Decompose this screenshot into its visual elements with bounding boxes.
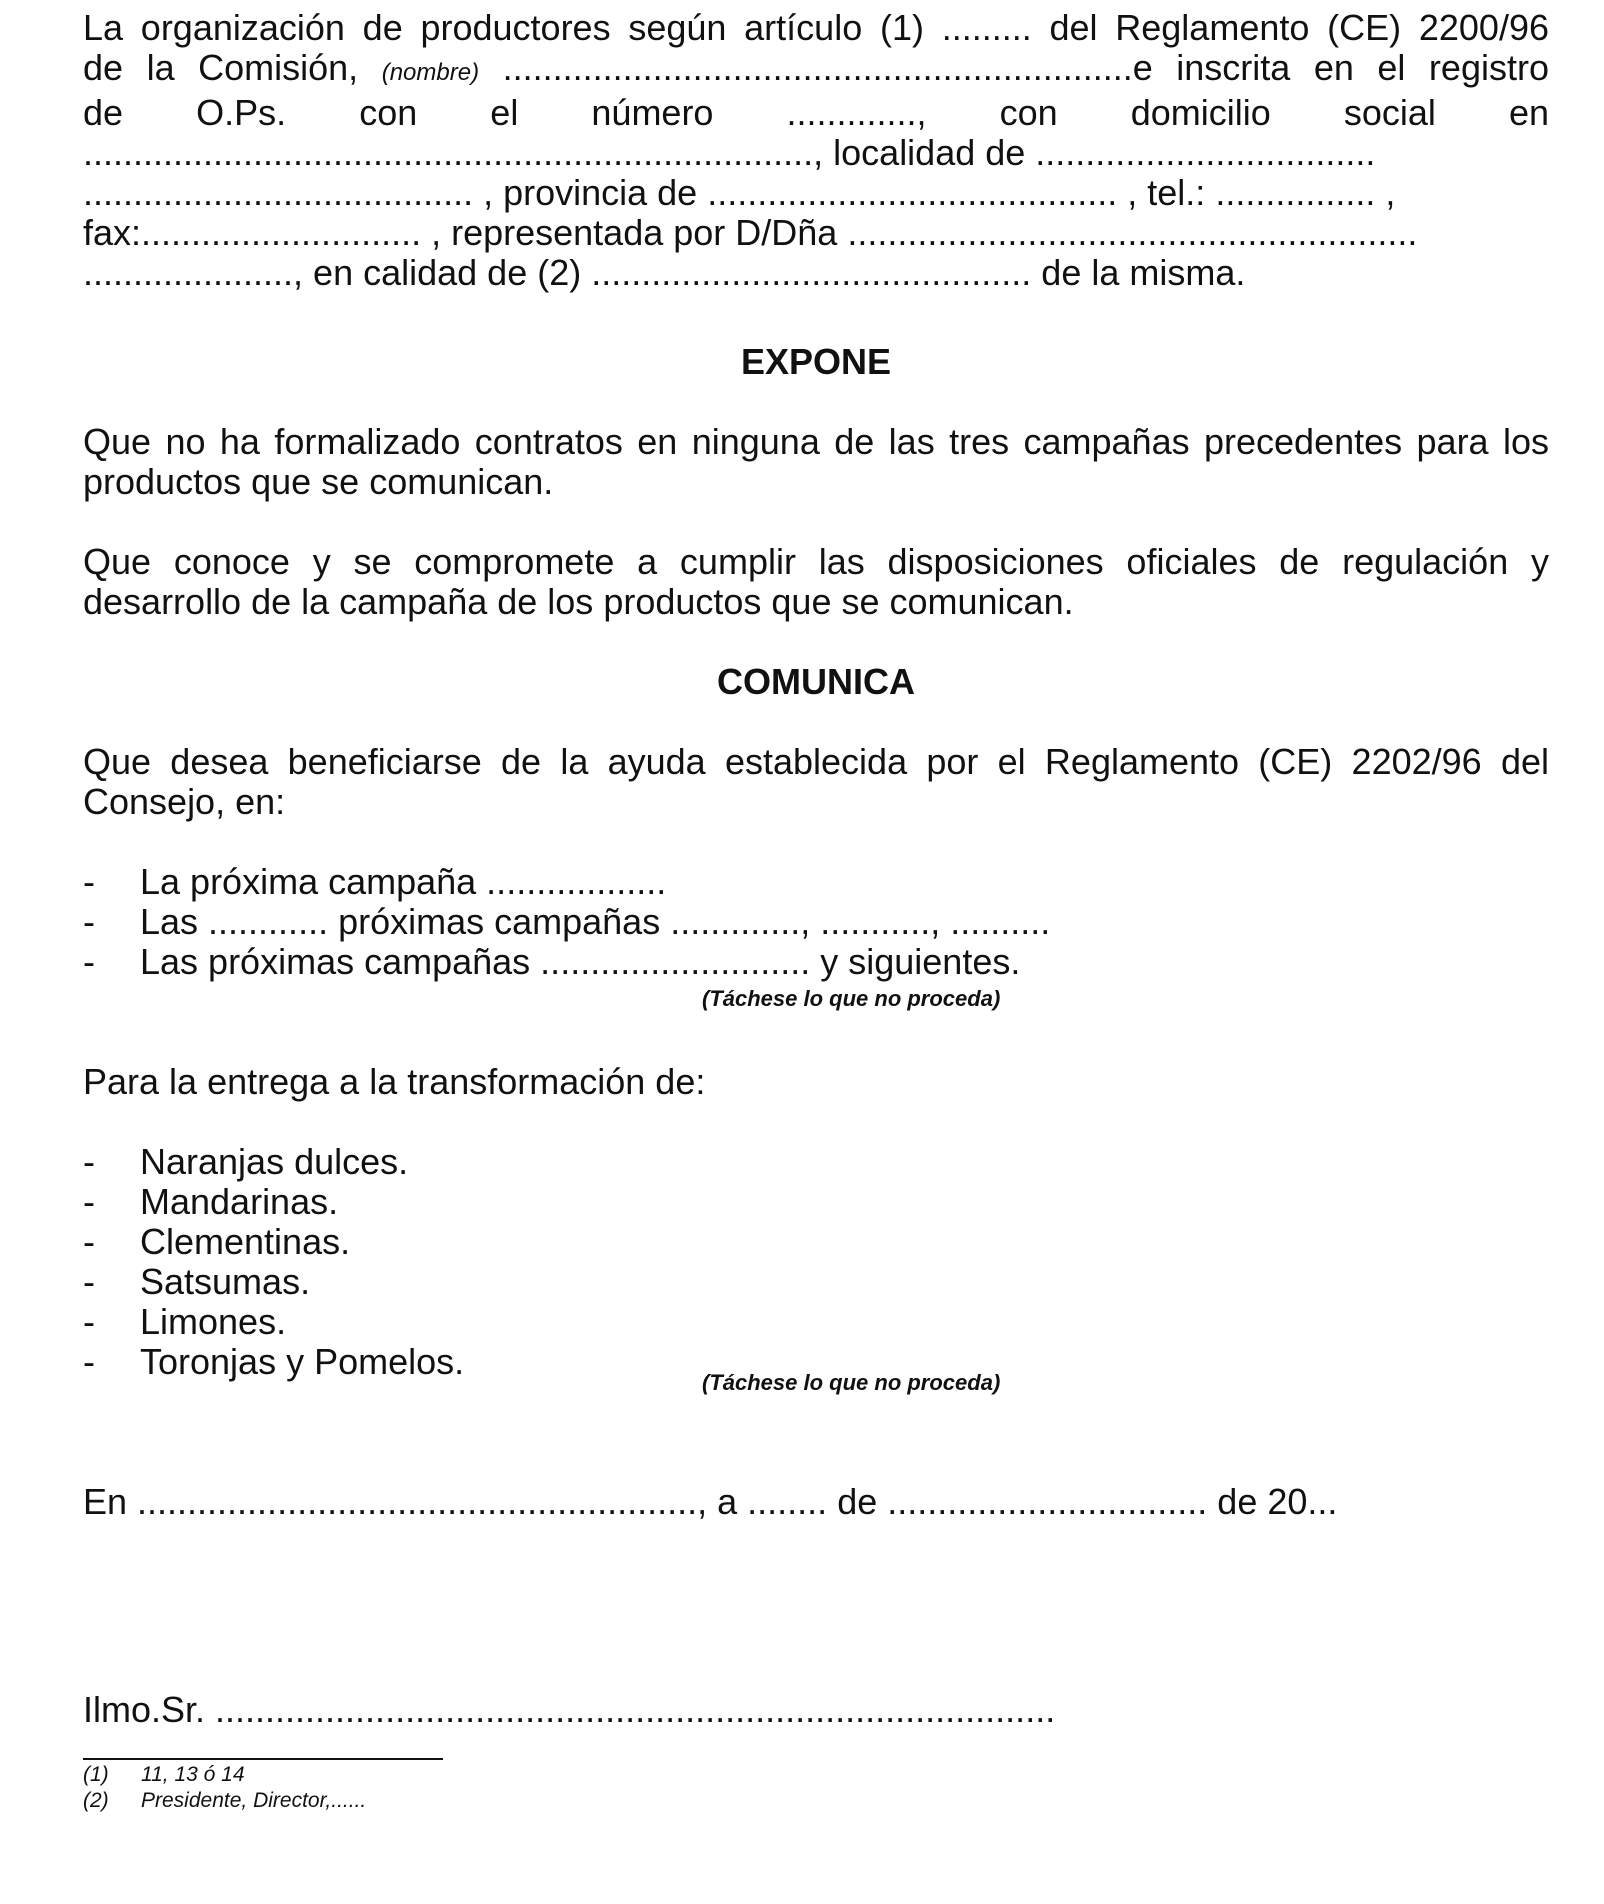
campaign-options-list — [83, 862, 1549, 982]
product-label: Mandarinas. — [140, 1181, 339, 1222]
expone-paragraph-1: Que no ha formalizado contratos en ninguna de las tres campañas precedentes para los productos que se comunican. — [83, 421, 1549, 502]
list-item — [83, 1302, 1549, 1342]
expone-paragraph-2: Que conoce y se compromete a cumplir las disposiciones oficiales de regulación y desarrollo de la campaña de los productos que se comunican. — [83, 541, 1549, 622]
list-item — [83, 902, 1549, 942]
date-place-line: En ........................................................, a ........ de ................................ de 20... — [83, 1481, 1338, 1522]
list-item — [83, 1182, 1549, 1222]
list-item — [83, 1222, 1549, 1262]
list-dash: - — [83, 1141, 95, 1182]
comunica-heading: COMUNICA — [717, 661, 915, 702]
list-dash: - — [83, 1301, 95, 1342]
campaign-option-label: Las ............ próximas campañas ............., ..........., .......... — [140, 901, 1051, 942]
list-item — [83, 862, 1549, 902]
product-label: Naranjas dulces. — [140, 1141, 409, 1182]
product-label: Toronjas y Pomelos. — [140, 1341, 465, 1382]
footnote-1-number: (1) — [83, 1763, 109, 1786]
intro-line-6: fax:............................ , representada por D/Dña ......................................................... — [83, 212, 1418, 253]
list-dash: - — [83, 1221, 95, 1262]
footnote-divider — [83, 1758, 443, 1760]
list-item — [83, 942, 1549, 982]
list-dash: - — [83, 901, 95, 942]
footnote-1-text: 11, 13 ó 14 — [141, 1763, 245, 1786]
intro-line-7: ....................., en calidad de (2) ............................................ de la misma. — [83, 252, 1246, 293]
strike-out-note-2: (Táchese lo que no proceda) — [702, 1370, 1001, 1395]
expone-heading: EXPONE — [740, 341, 892, 382]
list-dash: - — [83, 1341, 95, 1382]
list-dash: - — [83, 1181, 95, 1222]
product-label: Satsumas. — [140, 1261, 311, 1302]
campaign-option-label: La próxima campaña .................. — [140, 861, 667, 902]
list-item — [83, 1262, 1549, 1302]
footnote-2-text: Presidente, Director,...... — [141, 1789, 367, 1812]
intro-line-2-start: de la Comisión, — [83, 47, 359, 88]
intro-paragraph — [83, 8, 1549, 293]
comunica-paragraph: Que desea beneficiarse de la ayuda establecida por el Reglamento (CE) 2202/96 del Consejo, en: — [83, 741, 1549, 822]
intro-line-5: ....................................... , provincia de ......................................... , tel.: ................ , — [83, 172, 1396, 213]
products-list — [83, 1142, 1549, 1382]
campaign-option-label: Las próximas campañas ........................... y siguientes. — [140, 941, 1021, 982]
list-dash: - — [83, 941, 95, 982]
addressee-line: Ilmo.Sr. .................................................................................... — [83, 1689, 1056, 1730]
list-dash: - — [83, 861, 95, 902]
list-dash: - — [83, 1261, 95, 1302]
intro-line-4: ........................................................................., localidad de .................................. — [83, 132, 1376, 173]
transformation-intro: Para la entrega a la transformación de: — [83, 1061, 706, 1102]
intro-line-1: La organización de productores según artículo (1) ......... del Reglamento (CE) 2200/96 — [83, 7, 1549, 48]
strike-out-note-1: (Táchese lo que no proceda) — [702, 986, 1001, 1011]
footnote-2-number: (2) — [83, 1789, 109, 1812]
intro-line-2 — [83, 48, 1549, 93]
list-item — [83, 1142, 1549, 1182]
intro-line-2-end: ...............................................................e inscrita en el registro — [502, 47, 1549, 88]
intro-line-3: de O.Ps. con el número ............., con domicilio social en — [83, 92, 1549, 133]
footnote-1 — [83, 1762, 245, 1788]
footnote-2 — [83, 1788, 366, 1814]
product-label: Limones. — [140, 1301, 287, 1342]
nombre-hint: (nombre) — [381, 59, 480, 86]
product-label: Clementinas. — [140, 1221, 351, 1262]
